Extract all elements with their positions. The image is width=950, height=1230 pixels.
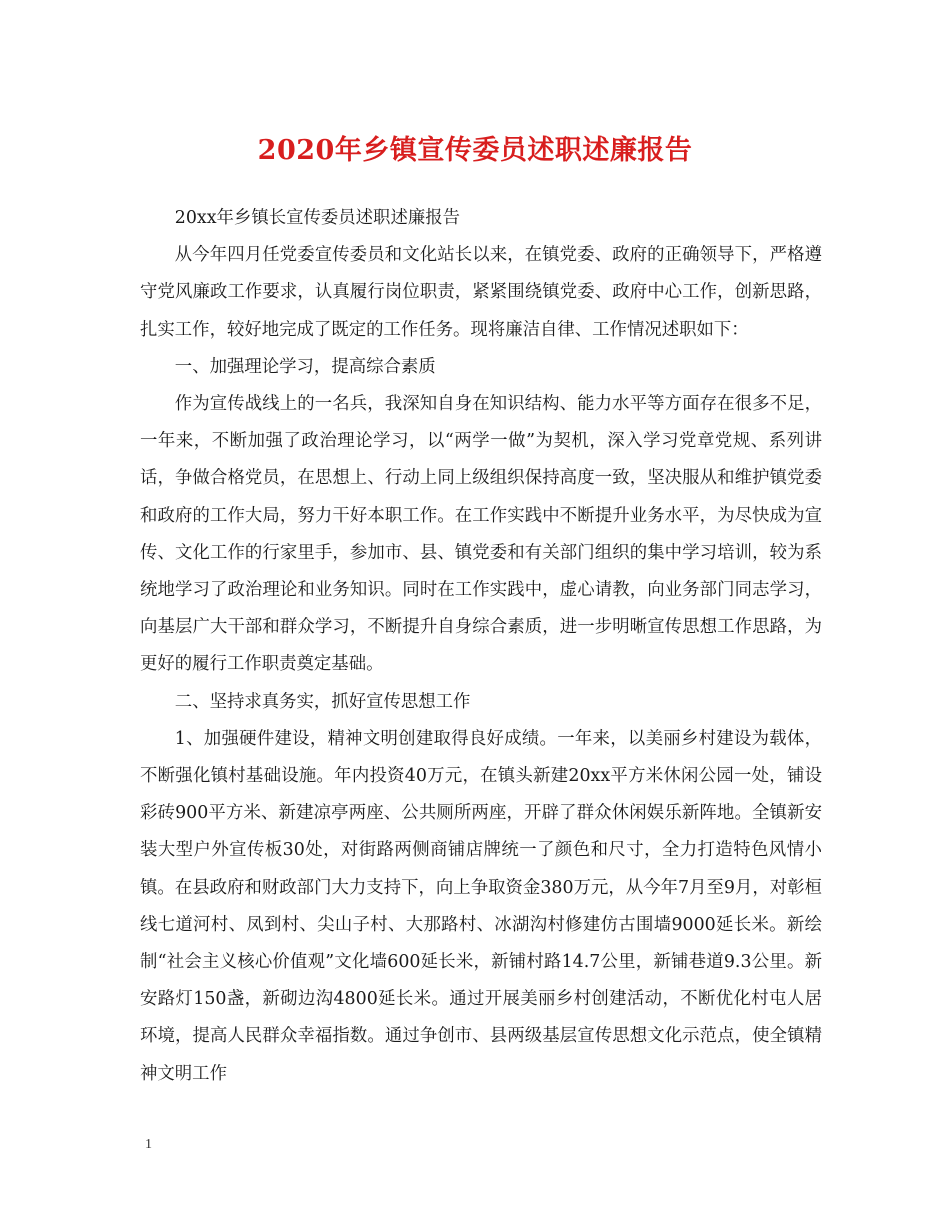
section-heading-1: 一、加强理论学习，提高综合素质	[174, 356, 436, 377]
section-1-paragraph: 作为宣传战线上的一名兵，我深知自身在知识结构、能力水平等方面存在很多不足，一年来，不断加强了政治理论学习，以“两学一做”为契机，深入学习党章党规、系列讲话，争做合格党员，在思想上、行动上同上级组织保持高度一致，坚决服从和维护镇党委和政府的工作大局，努力干好本职工作。在工作实践中不断提升业务水平，为尽快成为宣传、文化工作的行家里手，参加市、县、镇党委和有关部门组织的集中学习培训，较为系统地学习了政治理论和业务知识。同时在工作实践中，虚心请教，向业务部门同志学习，向基层广大干部和群众学习，不断提升自身综合素质，进一步明晰宣传思想工作思路，为更好的履行工作职责奠定基础。	[140, 394, 822, 675]
subtitle-paragraph: 20xx年乡镇长宣传委员述职述廉报告	[174, 208, 461, 228]
intro-paragraph: 从今年四月任党委宣传委员和文化站长以来，在镇党委、政府的正确领导下，严格遵守党风廉政工作要求，认真履行岗位职责，紧紧围绕镇党委、政府中心工作，创新思路，扎实工作，较好地完成了既定的工作任务。现将廉洁自律、工作情况述职如下：	[140, 245, 822, 340]
section-2-item-1-paragraph: 1、加强硬件建设，精神文明创建取得良好成绩。一年来，以美丽乡村建设为载体，不断强化镇村基础设施。年内投资40万元，在镇头新建20xx平方米休闲公园一处，铺设彩砖900平方米、新建凉亭两座、公共厕所两座，开辟了群众休闲娱乐新阵地。全镇新安装大型户外宣传板30处，对街路两侧商铺店牌统一了颜色和尺寸，全力打造特色风情小镇。在县政府和财政部门大力支持下，向上争取资金380万元，从今年7月至9月，对彰桓线七道河村、凤到村、尖山子村、大那路村、冰湖沟村修建仿古围墙9000延长米。新绘制“社会主义核心价值观”文化墙600延长米，新铺村路14.7公里，新铺巷道9.3公里。新安路灯150盏，新砌边沟4800延长米。通过开展美丽乡村创建活动，不断优化村屯人居环境，提高人民群众幸福指数。通过争创市、县两级基层宣传思想文化示范点，使全镇精神文明工作	[140, 728, 822, 1084]
section-heading-2: 二、坚持求真务实，抓好宣传思想工作	[174, 691, 471, 712]
document-body	[140, 200, 822, 1093]
page-number: 1	[145, 1137, 152, 1152]
document-title: 2020年乡镇宣传委员述职述廉报告	[257, 135, 693, 166]
